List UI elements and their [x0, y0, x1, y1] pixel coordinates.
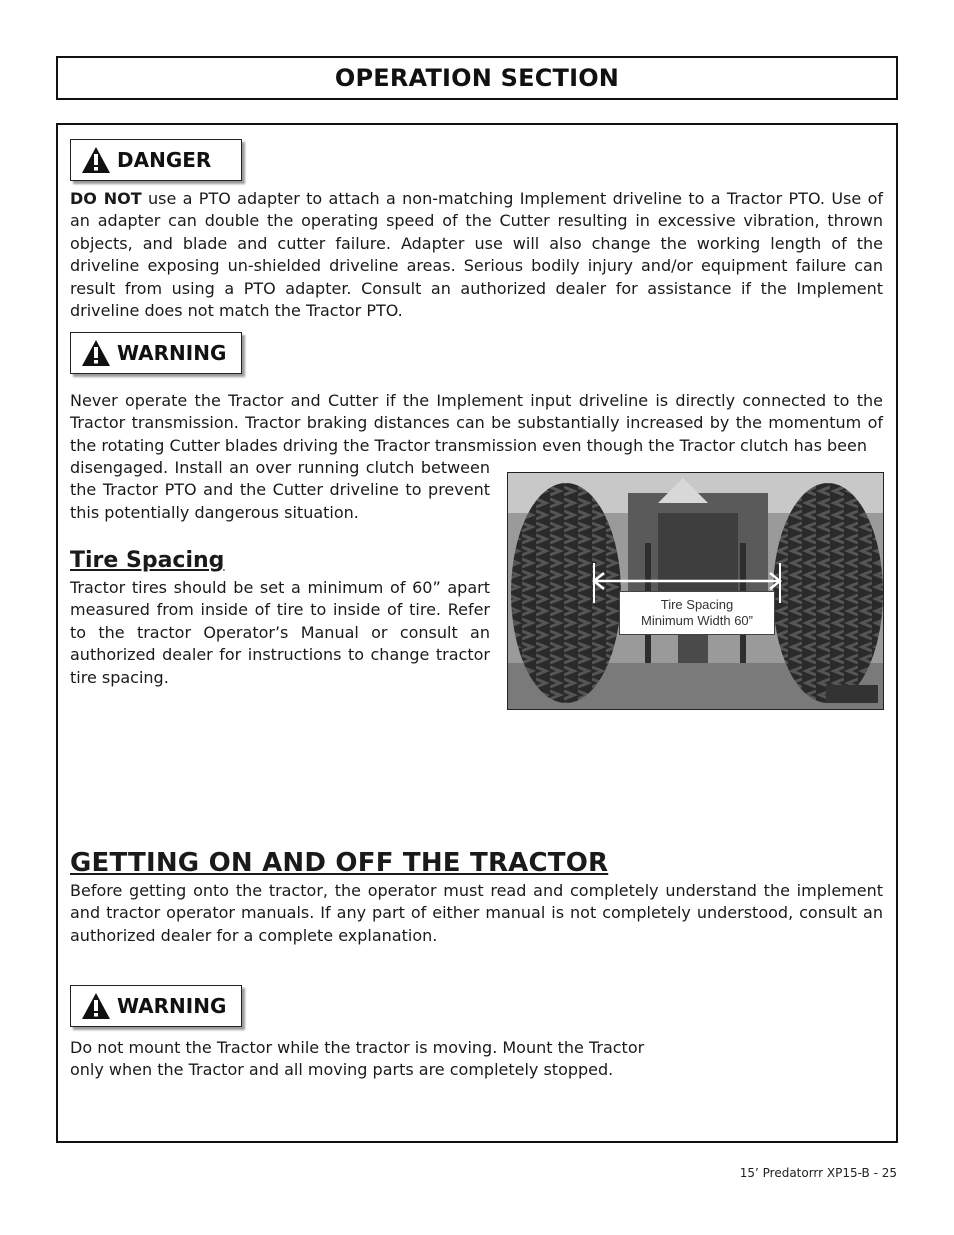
- tire-spacing-callout: [619, 591, 775, 635]
- danger-lead: DO NOT: [70, 189, 142, 208]
- warning-label-1: WARNING: [117, 341, 227, 365]
- warning2-text: [70, 1037, 883, 1082]
- danger-text: [70, 188, 883, 322]
- warning2-line-1: Do not mount the Tractor while the tractor is moving. Mount the Tractor: [70, 1038, 645, 1057]
- tire-spacing-photo: [507, 472, 884, 710]
- section-header: [56, 56, 898, 100]
- getting-on-heading: GETTING ON AND OFF THE TRACTOR: [70, 848, 609, 878]
- warning1-text-continued: disengaged. Install an over running clutch between the Tractor PTO and the Cutter driveline to prevent this potentially dangerous situation.: [70, 458, 490, 522]
- warning-triangle-icon: [81, 992, 111, 1020]
- danger-body: use a PTO adapter to attach a non-matching Implement driveline to a Tractor PTO. Use of an adapter can double the operating speed of the Cutter resulting in excessive vibration, thrown objects, and blade and cutter failure. Adapter use will also change the working length of the driveline exposing un-shielded driveline areas. Serious bodily injury and/or equipment failure can result from using a PTO adapter. Consult an authorized dealer for assistance if the Implement driveline does not match the Tractor PTO.: [70, 189, 883, 321]
- warning-sign-2: [70, 985, 242, 1027]
- warning1-text: Never operate the Tractor and Cutter if the Implement input driveline is directly connected to the Tractor transmission. Tractor braking distances can be substantially increased by the momentum of the rotating Cutter blades driving the Tractor transmission even though the Tractor clutch has been: [70, 391, 883, 455]
- warning-sign-1: [70, 332, 242, 374]
- tire-spacing-heading: Tire Spacing: [70, 548, 225, 573]
- warning-label-2: WARNING: [117, 994, 227, 1018]
- warning-triangle-icon: [81, 146, 111, 174]
- warning2-line-2: only when the Tractor and all moving parts are completely stopped.: [70, 1060, 614, 1080]
- danger-sign: [70, 139, 242, 181]
- warning-triangle-icon: [81, 339, 111, 367]
- getting-on-text: Before getting onto the tractor, the operator must read and completely understand the implement and tractor operator manuals. If any part of either manual is not completely understood, consult an authorized dealer for a complete explanation.: [70, 881, 883, 945]
- callout-line-2: Minimum Width 60”: [641, 613, 753, 628]
- danger-label: DANGER: [117, 148, 212, 172]
- callout-line-1: Tire Spacing: [660, 597, 734, 612]
- page-footer: 15’ Predatorrr XP15-B - 25: [739, 1166, 897, 1180]
- page-title: OPERATION SECTION: [334, 64, 620, 92]
- tire-spacing-text: Tractor tires should be set a minimum of 60” apart measured from inside of tire to inside of tire. Refer to the tractor Operator’s Manual or consult an authorized dealer for instructions to change tractor tire spacing.: [70, 578, 490, 687]
